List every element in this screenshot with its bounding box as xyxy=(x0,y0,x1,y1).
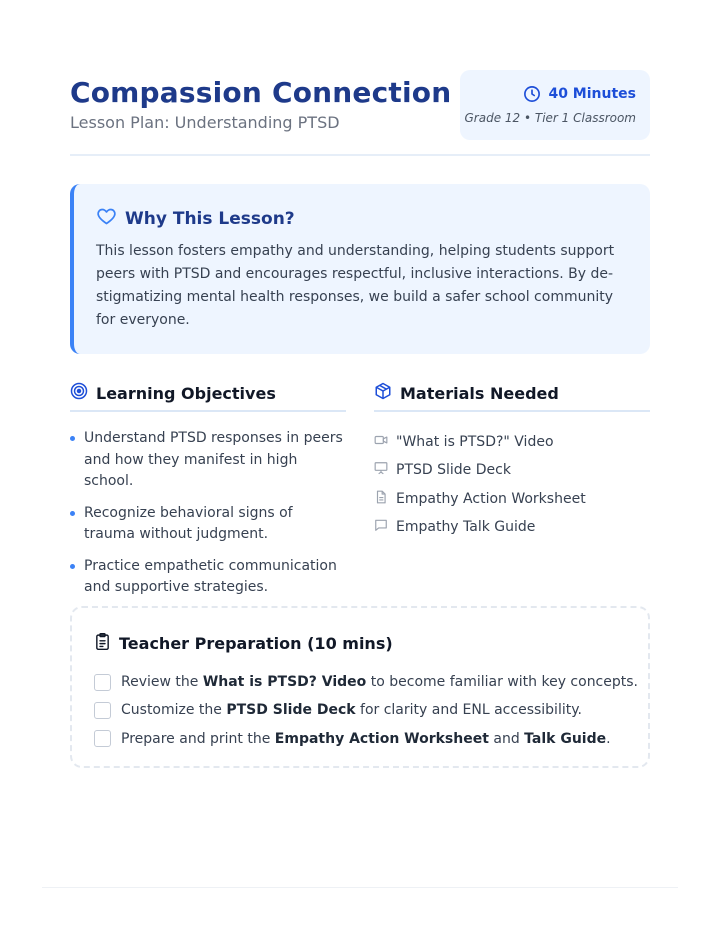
objectives-header xyxy=(70,382,346,412)
footer-divider xyxy=(42,887,678,888)
objectives-list xyxy=(70,428,346,599)
presentation-icon xyxy=(374,461,388,479)
materials-title: Materials Needed xyxy=(400,383,559,403)
checkbox[interactable] xyxy=(94,702,111,719)
why-body: This lesson fosters empathy and understanding, helping students support peers with PTSD and encourages respectful, inclusive interactions. By de-stigmatizing mental health responses, we build a safer school community for everyone. xyxy=(96,243,615,328)
clock-icon xyxy=(523,85,541,103)
checklist-text: Prepare and print the Empathy Action Worksheet and Talk Guide. xyxy=(121,730,611,747)
header xyxy=(70,70,650,156)
box-icon xyxy=(374,382,392,404)
objectives-title: Learning Objectives xyxy=(96,383,276,403)
target-icon xyxy=(70,382,88,404)
materials-list xyxy=(374,428,650,541)
chat-icon xyxy=(374,518,388,536)
learning-objectives-section xyxy=(70,382,346,609)
why-this-lesson-card xyxy=(70,184,650,354)
materials-section xyxy=(374,382,650,541)
lesson-plan-page xyxy=(70,70,650,747)
material-label: Empathy Action Worksheet xyxy=(396,490,586,507)
duration xyxy=(523,85,636,103)
checkbox[interactable] xyxy=(94,674,111,691)
why-title: Why This Lesson? xyxy=(125,208,295,229)
heart-icon xyxy=(96,206,117,231)
list-item xyxy=(374,513,650,541)
lesson-meta-card xyxy=(460,70,650,140)
checkbox[interactable] xyxy=(94,730,111,747)
list-item: Understand PTSD responses in peers and how they manifest in high school. xyxy=(70,428,346,493)
list-item xyxy=(374,428,650,456)
checklist-item xyxy=(94,696,638,724)
why-header xyxy=(96,206,295,231)
duration-label: 40 Minutes xyxy=(548,86,636,102)
checklist-text: Customize the PTSD Slide Deck for clarity and ENL accessibility. xyxy=(121,702,582,719)
video-icon xyxy=(374,433,388,451)
list-item: Practice empathetic communication and supportive strategies. xyxy=(70,556,346,599)
list-item xyxy=(374,485,650,513)
list-item: Recognize behavioral signs of trauma without judgment. xyxy=(70,503,346,546)
material-label: "What is PTSD?" Video xyxy=(396,434,554,451)
material-label: PTSD Slide Deck xyxy=(396,462,511,479)
materials-header xyxy=(374,382,650,412)
checklist-item xyxy=(94,725,638,753)
clipboard-icon xyxy=(94,632,111,655)
prep-checklist xyxy=(94,668,638,753)
list-item xyxy=(374,456,650,484)
checklist-text: Review the What is PTSD? Video to become familiar with key concepts. xyxy=(121,674,638,691)
material-label: Empathy Talk Guide xyxy=(396,519,536,536)
checklist-item xyxy=(94,668,638,696)
page-title: Compassion Connection xyxy=(70,76,452,109)
teacher-preparation-card xyxy=(70,606,650,768)
grade-info: Grade 12 • Tier 1 Classroom xyxy=(464,111,636,125)
document-icon xyxy=(374,490,388,508)
prep-header xyxy=(94,632,393,655)
prep-title: Teacher Preparation (10 mins) xyxy=(119,634,393,653)
page-subtitle: Lesson Plan: Understanding PTSD xyxy=(70,113,340,132)
